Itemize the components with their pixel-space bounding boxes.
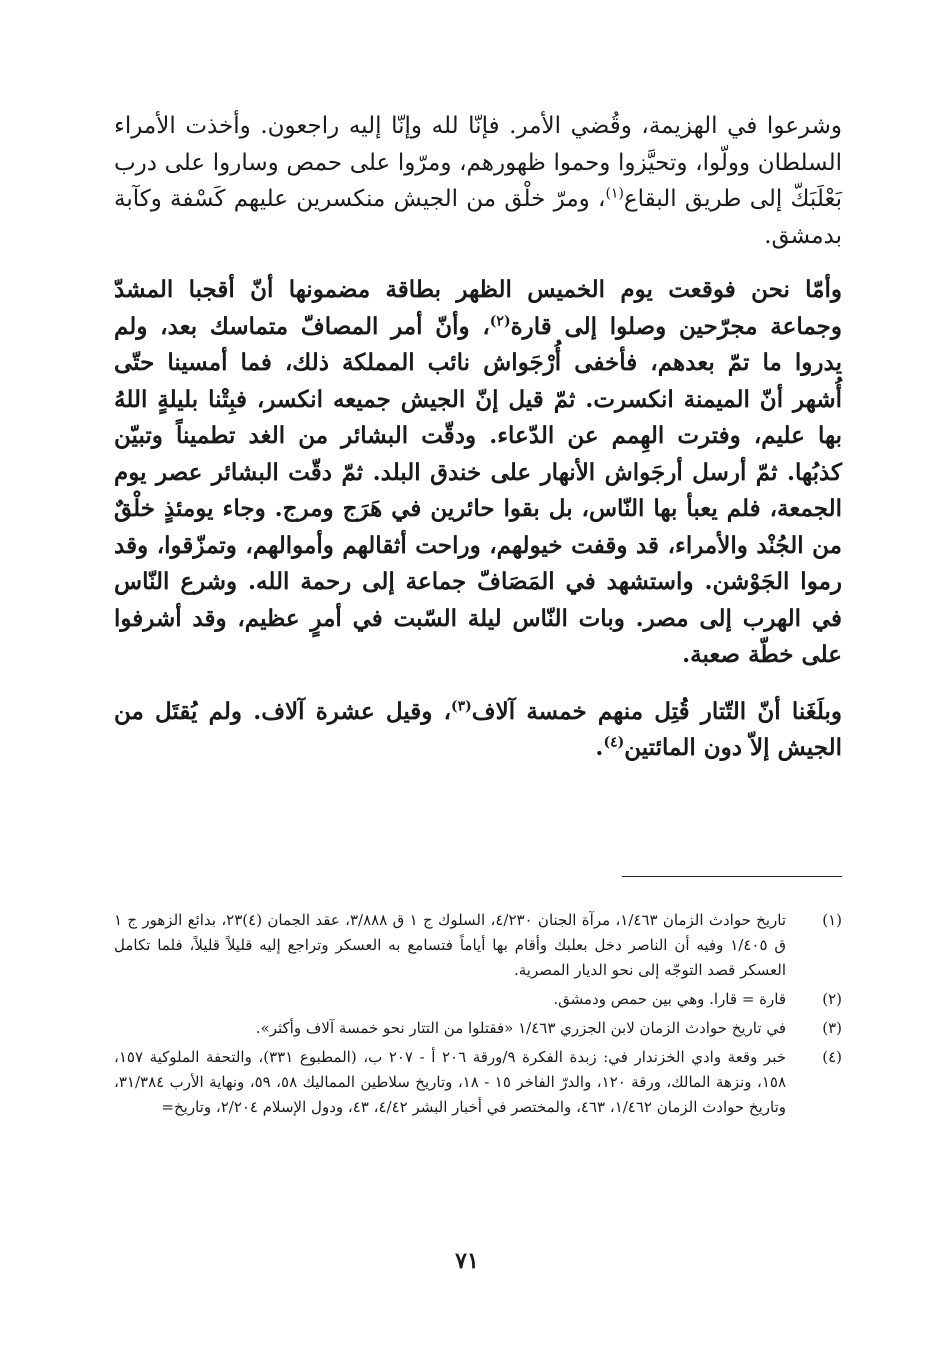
paragraph-text: وأمّا نحن فوقعت يوم الخميس الظهر بطاقة مضمونها أنّ أقجبا المشدّ وجماعة مجرّحين وصلوا إلى قارة [114,276,842,340]
paragraph-text: ، وأنّ أمر المصافّ متماسك بعد، ولم يدروا ما تمّ بعدهم، فأخفى أُرْجَواش نائب المملكة ذلك، فما أمسينا حتّى أُشهر أنّ الميمنة انكسرت. ثمّ قيل إنّ الجيش جميعه انكسر، فبِتْنا بليلةٍ اللهُ بها عليم، وفترت الهِمم عن الدّعاء. ودقّت البشائر من الغد تطميناً وتبيّن كذبُها. ثمّ أرسل أرجَواش الأنهار على خندق البلد. ثمّ دقّت البشائر عصر يوم الجمعة، فلم يعبأ بها النّاس، بل بقوا حائرين في هَرَج ومرج. وجاء يومئذٍ خلْقٌ من الجُنْد والأمراء، قد وقفت خيولهم، وراحت أثقالهم وأموالهم، وتمزّقوا، وقد رموا الجَوْشن. واستشهد في المَصَافّ جماعة إلى رحمة الله. وشرع النّاس في الهرب إلى مصر. وبات النّاس ليلة السّبت في أمرٍ عظيم، وقد أشرفوا على خطّة صعبة. [114,312,842,668]
footnote-1 [114,908,842,983]
footnote-number: (٢) [822,990,842,1008]
paragraph-text: . [595,734,604,761]
paragraph-text: ، ومرّ خلْق من الجيش منكسرين عليهم كَسْفة وكآبة بدمشق. [114,186,842,249]
footnote-ref-2[interactable]: (٢) [489,312,511,329]
footnote-number: (٣) [822,1019,842,1037]
paragraph-3 [114,694,842,767]
footnote-text: تاريخ حوادث الزمان ١/٤٦٣، مرآة الجنان ٤/٢٣٠، السلوك ج ١ ق ٣/٨٨٨، عقد الجمان (٤)٢٣، بدائع الزهور ج ١ ق ١/٤٠٥ وفيه أن الناصر دخل بعلبك وأقام بها أياماً فتسامع به العسكر وتراجع إليه قليلاً قليلاً، فلما تكامل العسكر قصد التوجّه إلى نحو الديار المصرية. [114,911,787,979]
paragraph-1 [114,108,842,254]
paragraph-2 [114,272,842,674]
footnote-text: خبر وقعة وادي الخزندار في: زبدة الفكرة ٩/ورقة ٢٠٦ أ - ٢٠٧ ب، (المطبوع ٣٣١)، والتحفة الملوكية ١٥٧، ١٥٨، ونزهة المالك، ورقة ١٢٠، والدرّ الفاخر ١٥ - ١٨، وتاريخ سلاطين المماليك ٥٨، ٥٩، ونهاية الأرب ٣١/٣٨٤، وتاريخ حوادث الزمان ١/٤٦٢، ٤٦٣، والمختصر في أخبار البشر ٤/٤٢، ٤٣، ودول الإسلام ٢/٢٠٤، وتاريخ= [114,1048,787,1116]
footnote-text: في تاريخ حوادث الزمان لابن الجزري ١/٤٦٣ «فقتلوا من التتار نحو خمسة آلاف وأكثر». [255,1019,786,1037]
footnote-ref-1[interactable]: (١) [605,185,624,202]
footnotes [114,908,842,1124]
footnote-4 [114,1045,842,1120]
paragraph-text: وشرعوا في الهزيمة، وقُضي الأمر. فإنّا لله وإنّا إليه راجعون. وأخذت الأمراء السلطان وولّوا، وتحيَّزوا وحموا ظهورهم، ومرّوا على حمص وساروا على درب بَعْلَبَكّ إلى طريق البقاع [114,113,842,212]
footnote-text: قارة = قارا. وهي بين حمص ودمشق. [553,990,786,1008]
footnote-ref-4[interactable]: (٤) [603,734,625,751]
paragraph-text: ، وقيل عشرة آلاف. ولم يُقتَل من الجيش إلاّ دون المائتين [114,697,842,761]
paragraph-text: وبلَغَنا أنّ التّتار قُتِل منهم خمسة آلاف [471,697,842,725]
main-text [114,108,842,767]
footnote-number: (٤) [822,1048,842,1066]
footnote-2 [114,987,842,1012]
footnote-ref-3[interactable]: (٣) [451,697,472,714]
footnote-3 [114,1016,842,1041]
footnote-number: (١) [822,911,842,929]
page-number: ٧١ [455,1248,479,1274]
footnote-divider [622,876,842,877]
